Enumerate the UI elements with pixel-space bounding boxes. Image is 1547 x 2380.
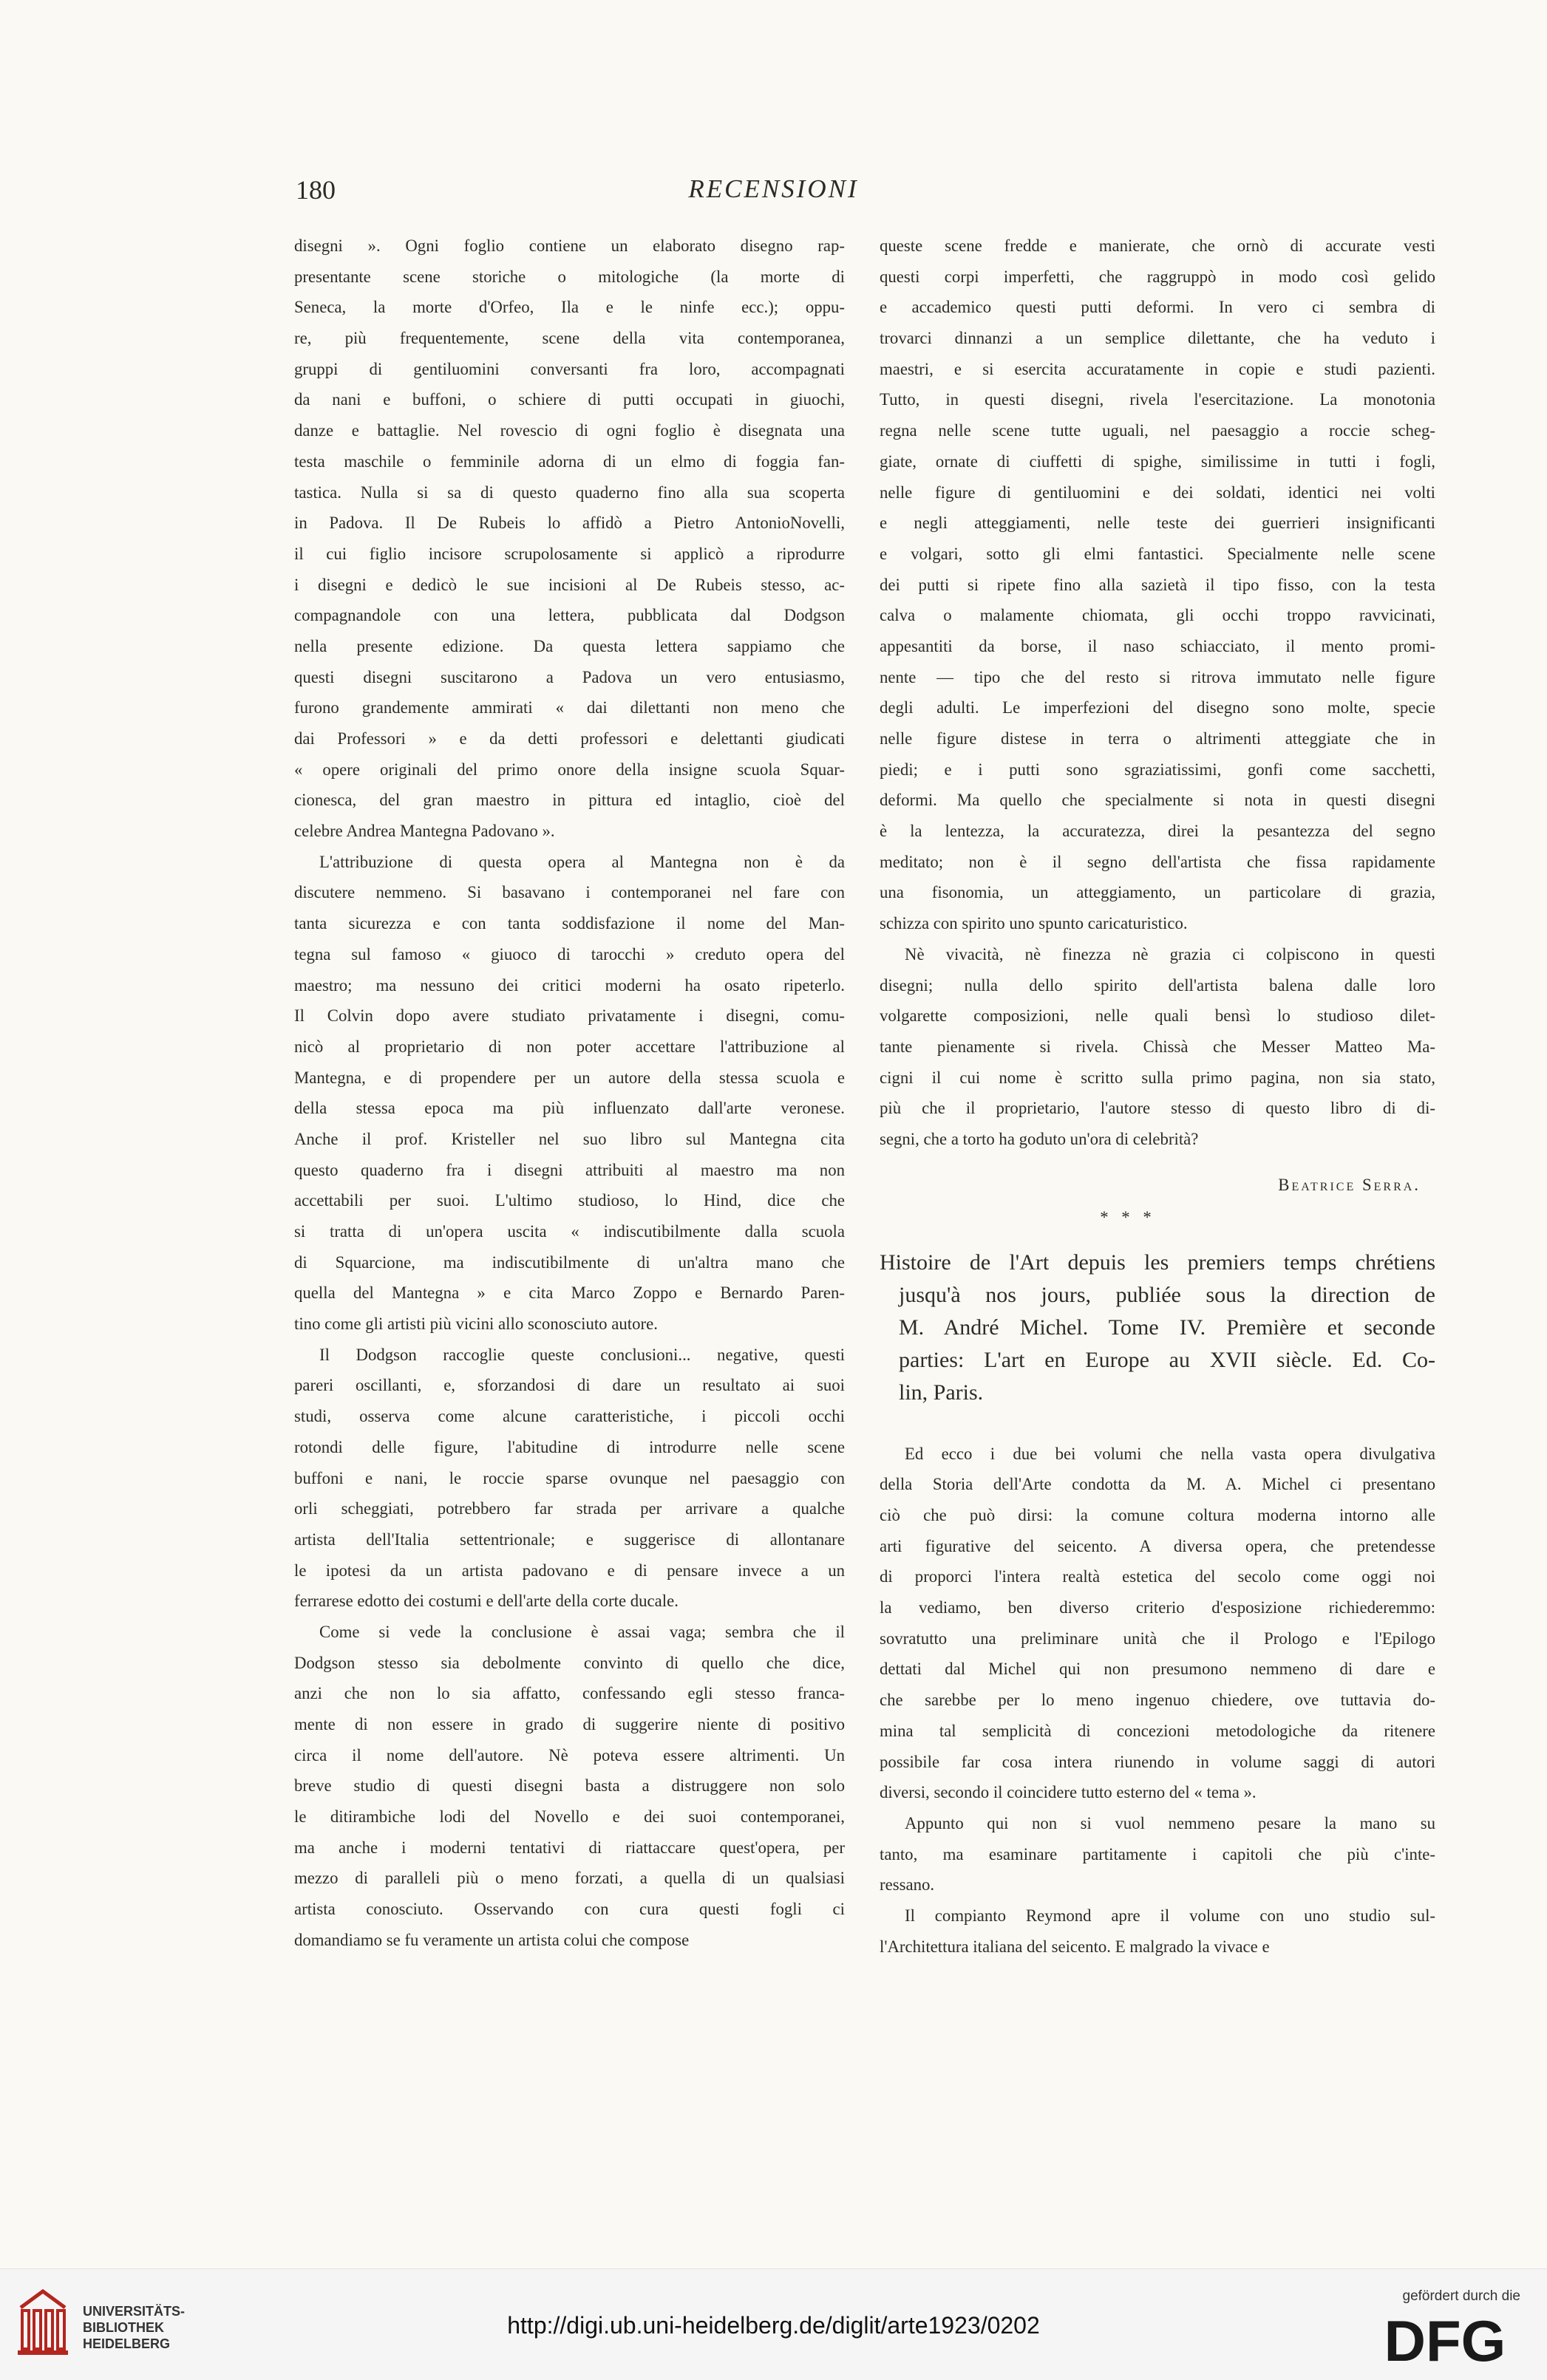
text-line: della stessa epoca ma più influenzato dall'arte veronese. (294, 1099, 845, 1118)
review-heading (880, 1247, 1435, 1409)
text-line: e volgari, sotto gli elmi fantastici. Specialmente nelle scene (880, 544, 1435, 563)
text-line: possibile far cosa intera riunendo in volume saggi di autori (880, 1752, 1435, 1771)
text-line: testa maschile o femminile adorna di un elmo di foggia fan- (294, 451, 845, 471)
text-line: pareri oscillanti, e, sforzandosi di dare un resultato ai suoi (294, 1376, 845, 1395)
text-line: gruppi di gentiluomini conversanti fra loro, accompagnati (294, 359, 845, 378)
text-line: giate, ornate di ciuffetti di spighe, similissime in tutti i fogli, (880, 451, 1435, 471)
text-line: questi corpi imperfetti, che raggruppò in modo così gelido (880, 267, 1435, 286)
text-line: i disegni e dedicò le sue incisioni al De Rubeis stesso, ac- (294, 575, 845, 594)
text-line: più che il proprietario, l'autore stesso di questo libro di di- (880, 1099, 1435, 1118)
text-line: buffoni e nani, le roccie sparse ovunque nel paesaggio con (294, 1468, 845, 1487)
text-line: regna nelle scene tutte uguali, nel paesaggio a roccie scheg- (880, 421, 1435, 440)
text-line: degli adulti. Le imperfezioni del disegno sono molte, specie (880, 698, 1435, 717)
text-line: nelle figure di gentiluomini e dei soldati, identici nei volti (880, 483, 1435, 502)
text-line: Dodgson stesso sia debolmente convinto di quello che dice, (294, 1653, 845, 1672)
text-line: celebre Andrea Mantegna Padovano ». (294, 822, 555, 841)
right-column-text-a (880, 231, 1435, 1155)
text-line: schizza con spirito uno spunto caricaturistico. (880, 914, 1188, 933)
text-line: Il Colvin dopo avere studiato privatamente i disegni, comu- (294, 1006, 845, 1026)
text-line: una fisonomia, un atteggiamento, un particolare di grazia, (880, 883, 1435, 902)
text-line: si tratta di un'opera uscita « indiscutibilmente dalla scuola (294, 1222, 845, 1241)
svg-text:DFG: DFG (1384, 2312, 1506, 2368)
text-line: orli scheggiati, potrebbero far strada per arrivare a qualche (294, 1499, 845, 1518)
text-line: dei putti si ripete fino alla sazietà il tipo fisso, con la testa (880, 575, 1435, 594)
text-line: calva o malamente chiomata, gli occhi troppo ravvicinati, (880, 606, 1435, 625)
text-line: che sarebbe per lo meno ingenuo chiedere, ove tuttavia do- (880, 1691, 1435, 1710)
text-line: artista dell'Italia settentrionale; e suggerisce di allontanare (294, 1530, 845, 1549)
text-line: ciò che può dirsi: la comune coltura moderna intorno alle (880, 1506, 1435, 1524)
text-line: Appunto qui non si vuol nemmeno pesare la mano su (905, 1813, 1435, 1832)
text-line: tanta sicurezza e con tanta soddisfazione il nome del Man- (294, 914, 845, 933)
text-line: deformi. Ma quello che specialmente si nota in questi disegni (880, 791, 1435, 810)
text-line: è la lentezza, la accuratezza, direi la pesantezza del segno (880, 822, 1435, 841)
text-line: ferrarese edotto dei costumi e dell'arte della corte ducale. (294, 1592, 679, 1611)
text-line: Il compianto Reymond apre il volume con uno studio sul- (905, 1906, 1435, 1925)
text-line: cionesca, del gran maestro in pittura ed intaglio, cioè del (294, 791, 845, 810)
text-line: cigni il cui nome è scritto sulla primo pagina, non sia stato, (880, 1068, 1435, 1087)
text-line: Tutto, in questi disegni, rivela l'esercitazione. La monotonia (880, 390, 1435, 409)
text-line: da nani e buffoni, o schiere di putti occupati in giuochi, (294, 390, 845, 409)
text-line: e accademico questi putti deformi. In vero ci sembra di (880, 298, 1435, 317)
footer-bar (0, 2268, 1547, 2380)
text-line: nente — tipo che del resto si ritrova immutato nelle figure (880, 667, 1435, 686)
section-separator: * * * (1100, 1207, 1156, 1227)
text-line: compagnandole con una lettera, pubblicata dal Dodgson (294, 606, 845, 625)
text-line: il cui figlio incisore scrupolosamente si applicò a riprodurre (294, 544, 845, 563)
text-line: quella del Mantegna » e cita Marco Zoppo e Bernardo Paren- (294, 1283, 845, 1303)
text-line: circa il nome dell'autore. Nè poteva essere altrimenti. Un (294, 1745, 845, 1764)
text-line: della Storia dell'Arte condotta da M. A. Michel ci presentano (880, 1475, 1435, 1494)
text-line: domandiamo se fu veramente un artista colui che compose (294, 1930, 690, 1949)
text-line: disegni; nulla dello spirito dell'artista balena dalle loro (880, 975, 1435, 995)
text-line: L'attribuzione di questa opera al Mantegna non è da (319, 852, 845, 871)
text-line: l'Architettura italiana del seicento. E malgrado la vivace e (880, 1937, 1270, 1956)
text-line: trovarci dinnanzi a un semplice dilettante, che ha veduto i (880, 329, 1435, 348)
text-line: Nè vivacità, nè finezza nè grazia ci colpiscono in questi (905, 944, 1435, 964)
heading-line: parties: L'art en Europe au XVII siècle. Ed. Co- (899, 1347, 1435, 1372)
left-column (294, 231, 845, 1956)
text-line: arti figurative del seicento. A diversa opera, che pretendesse (880, 1536, 1435, 1555)
text-line: ma anche i moderni tentativi di riattaccare quest'opera, per (294, 1838, 845, 1857)
text-line: appesantiti da borse, il naso schiacciato, il mento promi- (880, 636, 1435, 655)
text-line: di proporci l'intera realtà estetica del secolo come oggi noi (880, 1567, 1435, 1586)
right-column (880, 231, 1435, 1962)
text-line: le ditirambiche lodi del Novello e dei suoi contemporanei, (294, 1807, 845, 1827)
text-line: maestro; ma nessuno dei critici moderni ha osato ripeterlo. (294, 975, 845, 995)
text-line: mezzo di paralleli più o meno forzati, a quella di un qualsiasi (294, 1869, 845, 1888)
text-line: Ed ecco i due bei volumi che nella vasta opera divulgativa (905, 1444, 1435, 1463)
text-line: accettabili per suoi. L'ultimo studioso, lo Hind, dice che (294, 1191, 845, 1210)
text-line: segni, che a torto ha goduto un'ora di celebrità? (880, 1129, 1199, 1148)
text-line: tino come gli artisti più vicini allo sconosciuto autore. (294, 1315, 658, 1334)
text-line: Seneca, la morte d'Orfeo, Ila e le ninfe ecc.); oppu- (294, 298, 845, 317)
text-line: maestri, e si esercita accuratamente in copie e studi pazienti. (880, 359, 1435, 378)
text-line: furono grandemente ammirati « dai dilettanti non meno che (294, 698, 845, 717)
text-line: e negli atteggiamenti, nelle teste dei guerrieri insignificanti (880, 514, 1435, 533)
text-line: meditato; non è il segno dell'artista che fissa rapidamente (880, 852, 1435, 871)
text-line: mina tal semplicità di concezioni metodologiche da ritenere (880, 1721, 1435, 1740)
text-line: mente di non essere in grado di suggerire niente di positivo (294, 1715, 845, 1733)
text-line: rotondi delle figure, l'abitudine di introdurre nelle scene (294, 1437, 845, 1456)
heading-line: lin, Paris. (899, 1380, 984, 1405)
text-line: presentante scene storiche o mitologiche (la morte di (294, 267, 845, 286)
text-line: tastica. Nulla si sa di questo quaderno fino alla sua scoperta (294, 483, 845, 502)
text-line: Il Dodgson raccoglie queste conclusioni... negative, questi (319, 1345, 845, 1364)
permalink-url[interactable]: http://digi.ub.uni-heidelberg.de/diglit/arte1923/0202 (507, 2312, 1040, 2339)
text-line: « opere originali del primo onore della insigne scuola Squar- (294, 760, 845, 779)
text-line: diversi, secondo il coincidere tutto esterno del « tema ». (880, 1783, 1257, 1802)
funding-caption: gefördert durch die (1402, 2288, 1520, 2304)
text-line: volgarette composizioni, nelle quali bensì lo studioso dilet- (880, 1006, 1435, 1026)
text-line: Anche il prof. Kristeller nel suo libro sul Mantegna cita (294, 1129, 845, 1148)
heading-line: Histoire de l'Art depuis les premiers temps chrétiens (880, 1249, 1435, 1275)
text-line: artista conosciuto. Osservando con cura questi fogli ci (294, 1900, 845, 1919)
dfg-logo-icon[interactable] (1365, 2312, 1525, 2368)
text-line: tante pienamente si rivela. Chissà che Messer Matteo Ma- (880, 1037, 1435, 1056)
text-line: queste scene fredde e manierate, che ornò di accurate vesti (880, 236, 1435, 255)
page-number: 180 (296, 175, 336, 205)
text-line: piedi; e i putti sono sgraziatissimi, gonfi come sacchetti, (880, 760, 1435, 779)
text-line: sovratutto una preliminare unità che il Prologo e l'Epilogo (880, 1629, 1435, 1648)
heading-line: jusqu'à nos jours, publiée sous la direction de (899, 1282, 1435, 1307)
text-line: re, più frequentemente, scene della vita contemporanea, (294, 329, 845, 348)
text-line: tegna sul famoso « giuoco di tarocchi » creduto opera del (294, 944, 845, 964)
text-line: questo quaderno fra i disegni attribuiti al maestro ma non (294, 1160, 845, 1179)
text-line: questi disegni suscitarono a Padova un vero entusiasmo, (294, 667, 845, 686)
text-line: anzi che non lo sia affatto, confessando egli stesso franca- (294, 1684, 845, 1703)
text-line: nicò al proprietario di non poter accettare l'attribuzione al (294, 1037, 845, 1056)
text-line: Mantegna, e di propendere per un autore della stessa scuola e (294, 1068, 845, 1087)
text-line: Come si vede la conclusione è assai vaga; sembra che il (319, 1622, 845, 1641)
text-line: le ipotesi da un artista padovano e di pensare invece a un (294, 1561, 845, 1580)
text-line: nelle figure distese in terra o altrimenti atteggiate che in (880, 729, 1435, 748)
text-line: breve studio di questi disegni basta a distruggere non solo (294, 1776, 845, 1796)
text-line: danze e battaglie. Nel rovescio di ogni foglio è disegnata una (294, 421, 845, 440)
review-signature: Beatrice Serra. (1278, 1175, 1421, 1194)
text-line: studi, osserva come alcune caratteristiche, i piccoli occhi (294, 1407, 845, 1426)
text-line: dai Professori » e da detti professori e delettanti giudicati (294, 729, 845, 748)
text-line: tanto, ma esaminare partitamente i capitoli che più c'inte- (880, 1844, 1435, 1864)
text-line: di Squarcione, ma indiscutibilmente di un'altra mano che (294, 1252, 845, 1272)
text-line: ressano. (880, 1875, 935, 1895)
text-line: disegni ». Ogni foglio contiene un elaborato disegno rap- (294, 236, 845, 255)
heading-line: M. André Michel. Tome IV. Première et seconde (899, 1315, 1435, 1340)
running-title: RECENSIONI (688, 174, 859, 203)
text-line: la vediamo, ben diverso criterio d'esposizione richiederemmo: (880, 1598, 1435, 1617)
text-line: discutere nemmeno. Si basavano i contemporanei nel fare con (294, 883, 845, 902)
page-header (0, 174, 1547, 219)
library-name: UNIVERSITÄTS- BIBLIOTHEK HEIDELBERG (83, 2304, 186, 2351)
text-line: dettati dal Michel qui non presumono nemmeno di dare e (880, 1660, 1435, 1679)
text-line: nella presente edizione. Da questa lettera sappiamo che (294, 636, 845, 655)
text-line: in Padova. Il De Rubeis lo affidò a Pietro AntonioNovelli, (294, 514, 845, 533)
right-column-text-b (880, 1439, 1435, 1963)
